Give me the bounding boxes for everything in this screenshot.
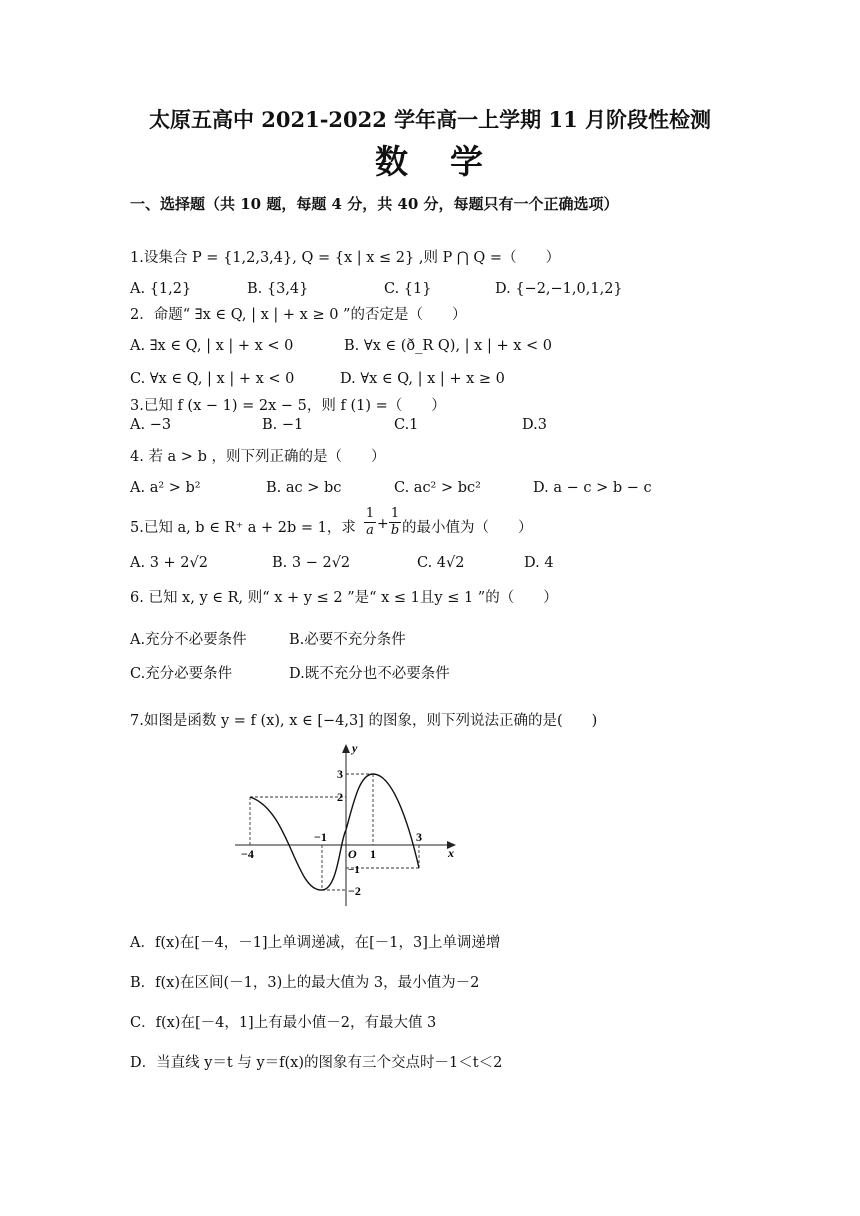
- question-1-stem: 1.设集合 P = {1,2,3,4}, Q = {x | x ≤ 2} ,则 P ⋂ Q =（ ）: [130, 250, 561, 266]
- x-tick-3: 3: [416, 830, 422, 844]
- q1-option-c: C. {1}: [384, 281, 432, 297]
- y-tick-2: 2: [337, 790, 343, 804]
- q1-option-b: B. {3,4}: [247, 281, 309, 297]
- exam-title: 太原五高中 2021-2022 学年高一上学期 11 月阶段性检测: [148, 107, 712, 132]
- q6-option-d: D.既不充分也不必要条件: [289, 666, 450, 682]
- q4-option-a: A. a² > b²: [130, 480, 201, 496]
- q5-option-c: C. 4√2: [417, 555, 465, 571]
- question-4-stem: 4. 若 a > b ，则下列正确的是（ ）: [130, 449, 386, 465]
- q2-option-b: B. ∀x ∈ (ð_R Q), | x | + x < 0: [344, 338, 552, 354]
- question-7-stem: 7.如图是函数 y = f (x), x ∈ [−4,3] 的图象，则下列说法正确的是( ): [130, 713, 598, 729]
- q4-option-c: C. ac² > bc²: [394, 480, 481, 496]
- x-tick-neg4: −4: [241, 847, 254, 861]
- q2-option-d: D. ∀x ∈ Q, | x | + x ≥ 0: [340, 371, 505, 387]
- q7-option-b: B．f(x)在区间(－1，3)上的最大值为 3，最小值为－2: [130, 975, 480, 991]
- question-5-stem-part1: 5.已知 a, b ∈ R⁺ a + 2b = 1，求: [130, 520, 356, 536]
- q5-fraction-2: [389, 506, 401, 539]
- y-axis-arrow: [342, 744, 350, 753]
- question-5-stem-part2: 的最小值为（ ）: [402, 520, 533, 536]
- q6-option-b: B.必要不充分条件: [289, 632, 406, 648]
- q6-option-a: A.充分不必要条件: [130, 632, 247, 648]
- y-tick-neg1: −1: [348, 864, 360, 876]
- question-2-stem: 2．命题“ ∃x ∈ Q, | x | + x ≥ 0 ”的否定是（ ）: [130, 307, 467, 323]
- q7-option-a: A．f(x)在[－4，－1]上单调递减，在[－1，3]上单调递增: [130, 935, 501, 951]
- q4-option-b: B. ac > bc: [266, 480, 342, 496]
- function-graph: [230, 740, 470, 910]
- q5-fraction-1-num: 1: [365, 506, 375, 521]
- q7-option-d: D．当直线 y＝t 与 y＝f(x)的图象有三个交点时－1＜t＜2: [130, 1055, 503, 1071]
- q3-option-a: A. −3: [130, 417, 172, 433]
- q5-fraction-1: [364, 506, 376, 539]
- x-tick-1: 1: [370, 847, 376, 861]
- q5-option-a: A. 3 + 2√2: [130, 555, 208, 571]
- q5-plus: +: [377, 516, 389, 532]
- q1-option-a: A. {1,2}: [130, 281, 192, 297]
- y-tick-3: 3: [337, 767, 343, 781]
- q6-option-c: C.充分必要条件: [130, 666, 233, 682]
- q5-option-b: B. 3 − 2√2: [272, 555, 351, 571]
- q2-option-a: A. ∃x ∈ Q, | x | + x < 0: [130, 338, 294, 354]
- y-axis-label: y: [352, 741, 358, 755]
- function-curve: [250, 774, 419, 890]
- q3-option-d: D.3: [522, 417, 547, 433]
- q5-fraction-2-den: b: [390, 523, 400, 538]
- q5-fraction-2-num: 1: [390, 506, 400, 521]
- q3-option-c: C.1: [394, 417, 419, 433]
- x-axis-label: x: [448, 846, 454, 860]
- x-tick-neg1: −1: [314, 830, 327, 844]
- q4-option-d: D. a − c > b − c: [533, 480, 652, 496]
- subject-char-1: 数: [375, 142, 410, 181]
- q2-option-c: C. ∀x ∈ Q, | x | + x < 0: [130, 371, 295, 387]
- question-3-stem: 3.已知 f (x − 1) = 2x − 5，则 f (1) =（ ）: [130, 398, 446, 414]
- q3-option-b: B. −1: [262, 417, 304, 433]
- origin-label: O: [348, 847, 357, 861]
- q5-fraction-1-den: a: [364, 522, 376, 539]
- q1-option-d: D. {−2,−1,0,1,2}: [495, 281, 623, 297]
- section-heading: 一、选择题（共 10 题，每题 4 分，共 40 分，每题只有一个正确选项）: [130, 195, 619, 213]
- subject-title: [0, 136, 860, 183]
- subject-char-2: 学: [450, 142, 485, 181]
- q5-option-d: D. 4: [524, 555, 554, 571]
- question-6-stem: 6. 已知 x, y ∈ R, 则“ x + y ≤ 2 ”是“ x ≤ 1且y ≤ 1 ”的（ ）: [130, 590, 558, 606]
- q7-option-c: C．f(x)在[－4，1]上有最小值－2，有最大值 3: [130, 1015, 437, 1031]
- y-tick-neg2: −2: [348, 884, 361, 898]
